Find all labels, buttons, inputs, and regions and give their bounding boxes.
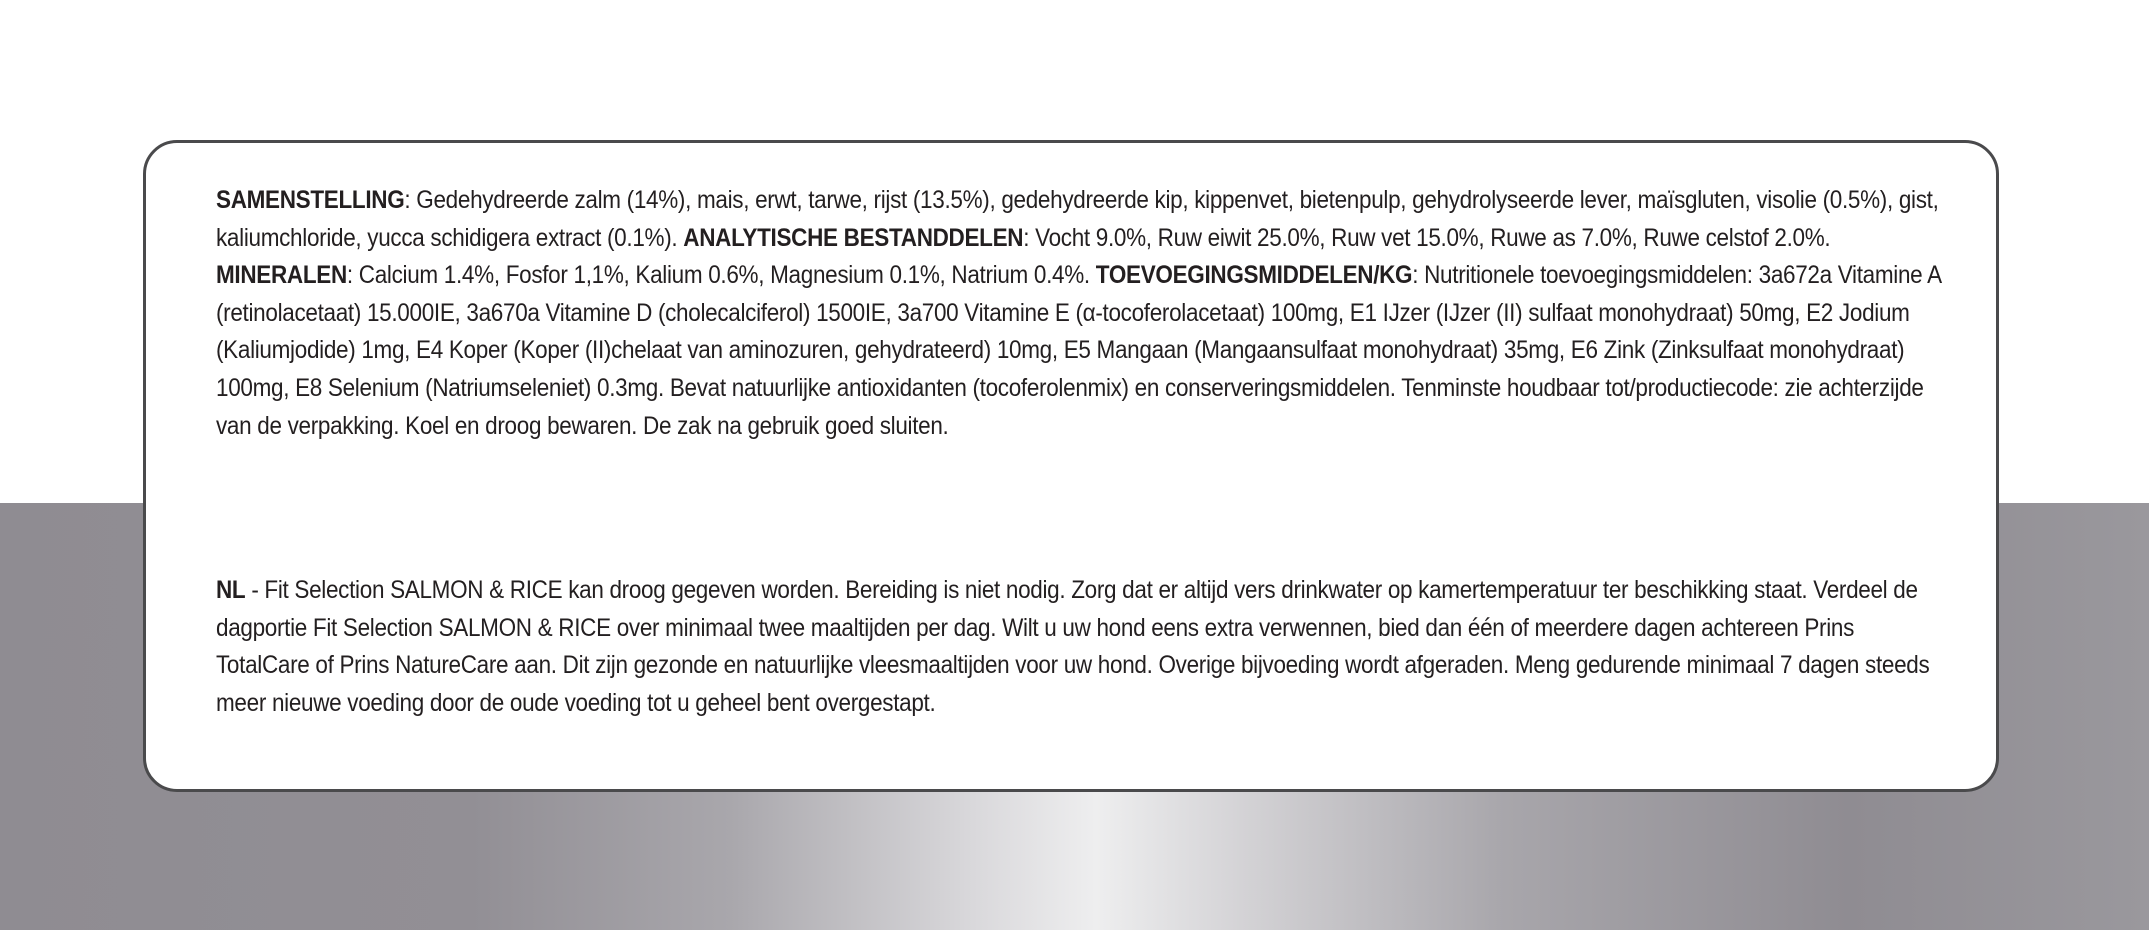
feeding-instructions-paragraph: [216, 572, 1946, 722]
minerals-heading: MINERALEN: [216, 261, 347, 290]
additives-heading: TOEVOEGINGSMIDDELEN/KG: [1095, 261, 1413, 290]
analytical-heading: ANALYTISCHE BESTANDDELEN: [683, 223, 1024, 252]
additives-text: : Nutritionele toevoegingsmiddelen: 3a672a Vitamine A (retinolacetaat) 15.000IE, 3a670a Vitamine D (cholecalciferol) 1500IE, 3a700 Vitamine E (α-tocoferolacetaat) 100mg, E1 IJzer (IJzer (II) sulfaat monohydraat) 50mg, E2 Jodium (Kaliumjodide) 1mg, E4 Koper (Koper (II)chelaat van aminozuren, gehydrateerd) 10mg, E5 Mangaan (Mangaansulfaat monohydraat) 35mg, E6 Zink (Zinksulfaat monohydraat) 100mg, E8 Selenium (Natriumseleniet) 0.3mg. Bevat natuurlijke antioxidanten (tocoferolenmix) en conserveringsmiddelen. Tenminste houdbaar tot/productiecode: zie achterzijde van de verpakking. Koel en droog bewaren. De zak na gebruik goed sluiten.: [216, 261, 1941, 440]
composition-paragraph: [216, 182, 1946, 445]
composition-heading: SAMENSTELLING: [216, 186, 405, 214]
analytical-text: : Vocht 9.0%, Ruw eiwit 25.0%, Ruw vet 15.0%, Ruwe as 7.0%, Ruwe celstof 2.0%.: [1023, 223, 1831, 252]
feeding-instructions-text: - Fit Selection SALMON & RICE kan droog gegeven worden. Bereiding is niet nodig. Zorg dat er altijd vers drinkwater op kamertemperatuur ter beschikking staat. Verdeel de dagportie Fit Selection SALMON & RICE over minimaal twee maaltijden per dag. Wilt u uw hond eens extra verwennen, bied dan één of meerdere dagen achtereen Prins TotalCare of Prins NatureCare aan. Dit zijn gezonde en natuurlijke vleesmaaltijden voor uw hond. Overige bijvoeding wordt afgeraden. Meng gedurende minimaal 7 dagen steeds meer nieuwe voeding door de oude voeding tot u geheel bent overgestapt.: [216, 576, 1930, 717]
minerals-text: : Calcium 1.4%, Fosfor 1,1%, Kalium 0.6%, Magnesium 0.1%, Natrium 0.4%.: [346, 261, 1096, 290]
ingredients-label-panel: [143, 140, 1999, 792]
composition-text: : Gedehydreerde zalm (14%), mais, erwt, tarwe, rijst (13.5%), gedehydreerde kip, kippenvet, bietenpulp, gehydrolyseerde lever, maïsgluten, visolie (0.5%), gist, kaliumchloride, yucca schidigera extract (0.1%).: [216, 186, 1939, 252]
language-code: NL: [216, 576, 246, 604]
